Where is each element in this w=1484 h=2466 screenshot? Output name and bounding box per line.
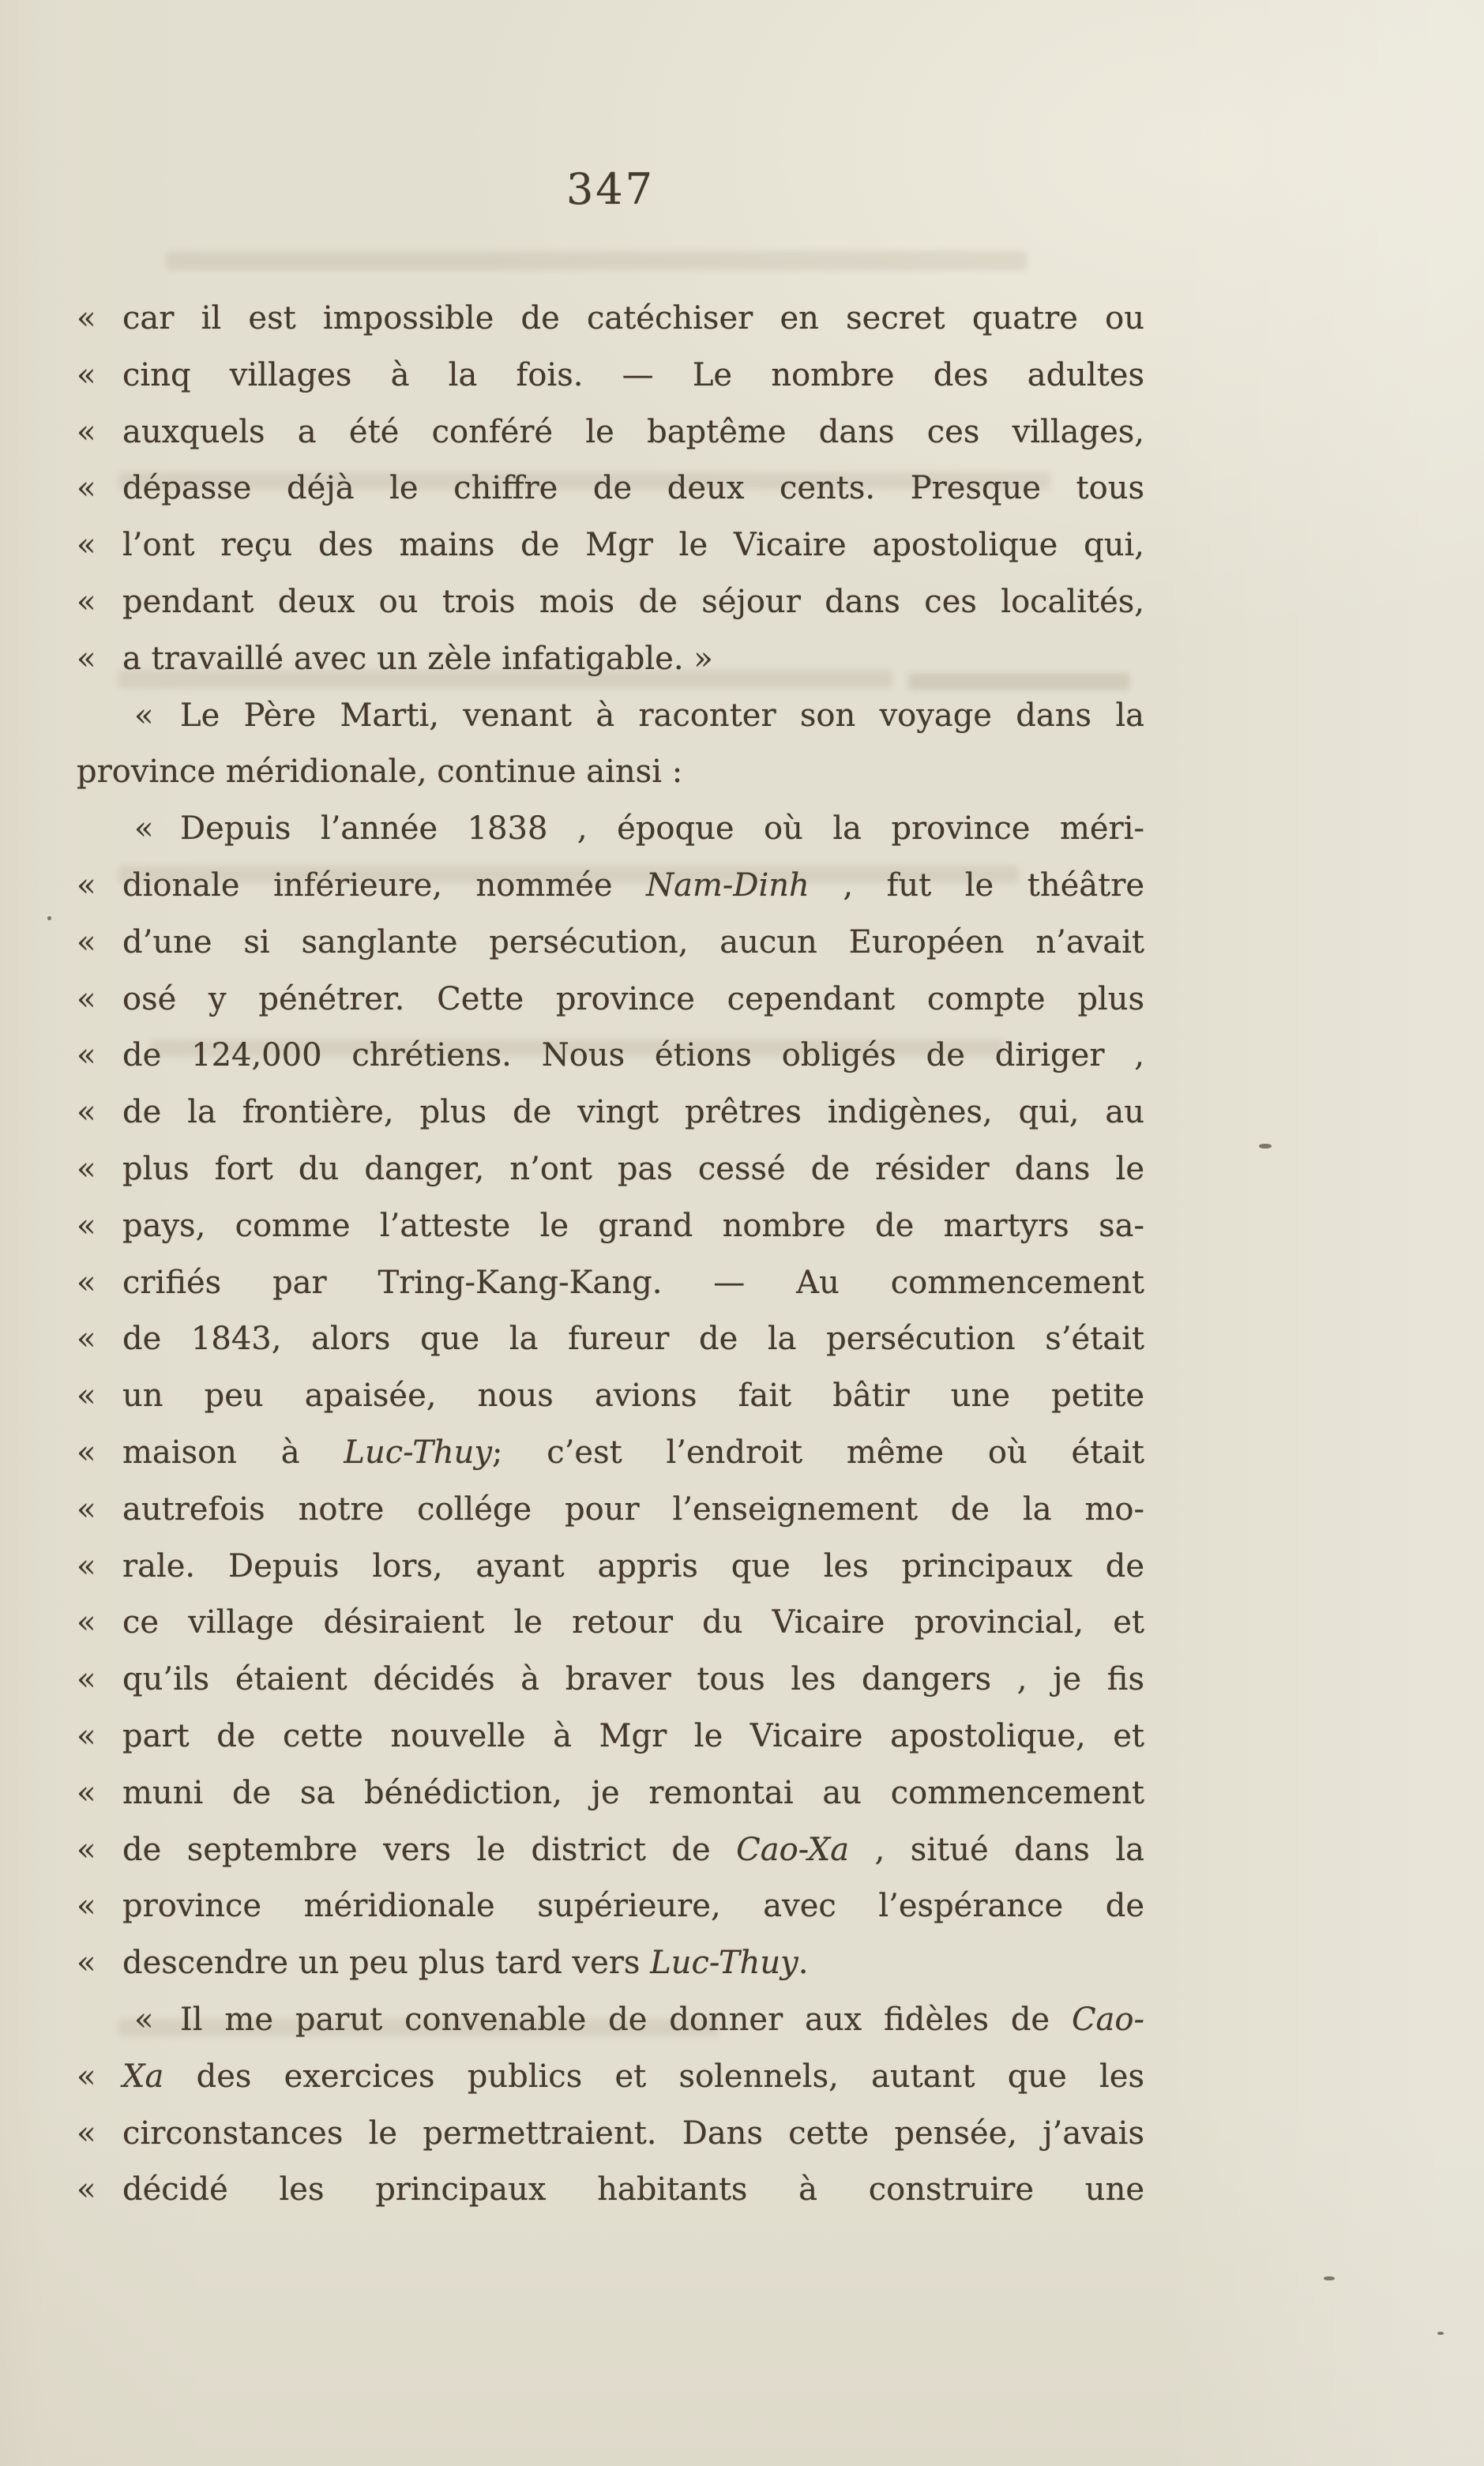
text-line xyxy=(77,291,1144,348)
quote-mark: « xyxy=(77,1321,96,1358)
text-line xyxy=(77,517,1144,574)
text-line xyxy=(77,688,1144,745)
text-line xyxy=(77,404,1144,461)
quote-mark: « xyxy=(77,1717,96,1754)
quote-mark: « xyxy=(77,640,96,677)
text-segment: muni de sa bénédiction, je remontai au commencement xyxy=(122,1774,1144,1811)
text-line xyxy=(77,744,1144,801)
quote-mark: « xyxy=(77,583,96,620)
ink-speck xyxy=(47,916,51,920)
text-line xyxy=(77,1652,1144,1709)
text-line xyxy=(77,348,1144,404)
text-line xyxy=(77,1255,1144,1312)
text-line xyxy=(77,1085,1144,1141)
text-segment: descendre un peu plus tard vers xyxy=(122,1945,651,1982)
quote-mark: « xyxy=(77,2171,96,2208)
text-line xyxy=(77,1595,1144,1652)
quote-mark: « xyxy=(77,1264,96,1301)
text-segment: , fut le théâtre xyxy=(809,866,1144,904)
quote-mark: « xyxy=(77,300,96,336)
line-text xyxy=(122,1311,1144,1368)
quote-mark: « xyxy=(77,1604,96,1641)
quote-mark: « xyxy=(77,1150,96,1187)
line-text xyxy=(122,1028,1144,1085)
line-text xyxy=(122,1085,1144,1141)
quote-mark: « xyxy=(77,980,96,1017)
quote-mark: « xyxy=(77,1037,96,1074)
text-segment: a travaillé avec un zèle infatigable. » xyxy=(122,640,713,677)
text-segment: maison à xyxy=(122,1434,344,1471)
text-segment: circonstances le permettraient. Dans cette pensée, j’avais xyxy=(122,2115,1144,2152)
quote-mark: « xyxy=(77,1774,96,1811)
place-name-italic: Luc-Thuy xyxy=(650,1945,798,1982)
quote-mark: « xyxy=(77,1661,96,1698)
text-segment: ; c’est l’endroit même où était xyxy=(492,1434,1144,1471)
quote-mark: « xyxy=(77,1888,96,1925)
text-line xyxy=(77,1765,1144,1822)
quote-mark: « xyxy=(77,1094,96,1131)
quote-mark: « xyxy=(77,1547,96,1584)
quote-mark: « xyxy=(134,810,154,848)
line-text xyxy=(180,688,1144,745)
text-segment: d’une si sanglante persécution, aucun Européen n’avait xyxy=(122,923,1144,960)
line-text xyxy=(122,460,1144,517)
line-text xyxy=(122,574,1144,631)
line-text xyxy=(122,1595,1144,1652)
quote-mark: « xyxy=(77,923,96,960)
text-line xyxy=(77,1539,1144,1596)
ink-speck xyxy=(1437,2332,1444,2335)
text-segment: plus fort du danger, n’ont pas cessé de résider dans le xyxy=(122,1150,1144,1187)
quote-mark: « xyxy=(77,413,96,450)
text-segment: osé y pénétrer. Cette province cependant compte plus xyxy=(122,980,1144,1017)
text-line xyxy=(77,1878,1144,1935)
text-line xyxy=(77,1425,1144,1482)
text-line xyxy=(77,2106,1144,2163)
quote-mark: « xyxy=(77,1945,96,1982)
text-segment: province méridionale, continue ainsi : xyxy=(77,754,683,791)
line-text xyxy=(122,1141,1144,1198)
place-name-italic: Cao-Xa xyxy=(736,1831,850,1868)
text-segment: Il me parut convenable de donner aux fidèles de xyxy=(180,2001,1072,2038)
text-line xyxy=(77,915,1144,972)
bleedthrough-band xyxy=(166,251,1027,270)
quote-mark: « xyxy=(77,1378,96,1415)
text-segment: Depuis l’année 1838 , époque où la province méri- xyxy=(180,810,1144,848)
text-segment: qu’ils étaient décidés à braver tous les dangers , je fis xyxy=(122,1661,1144,1698)
page-number: 347 xyxy=(565,164,656,214)
line-text xyxy=(180,801,1144,858)
line-text xyxy=(122,1425,1144,1482)
ink-speck xyxy=(1259,1144,1272,1148)
text-line xyxy=(77,858,1144,915)
text-line xyxy=(77,460,1144,517)
line-text xyxy=(122,1935,1144,1992)
quote-mark: « xyxy=(77,2115,96,2152)
line-text xyxy=(122,404,1144,461)
text-line xyxy=(77,1141,1144,1198)
line-text xyxy=(122,631,1144,688)
line-text xyxy=(122,1539,1144,1596)
text-segment: province méridionale supérieure, avec l’espérance de xyxy=(122,1888,1144,1925)
text-line xyxy=(77,2049,1144,2106)
text-line xyxy=(77,1709,1144,1765)
quote-mark: « xyxy=(77,1207,96,1244)
text-segment: crifiés par Tring-Kang-Kang. — Au commencement xyxy=(122,1264,1144,1301)
text-segment: l’ont reçu des mains de Mgr le Vicaire apostolique qui, xyxy=(122,527,1144,564)
text-segment: part de cette nouvelle à Mgr le Vicaire apostolique, et xyxy=(122,1717,1144,1754)
text-line xyxy=(77,1935,1144,1992)
text-segment: ce village désiraient le retour du Vicaire provincial, et xyxy=(122,1604,1144,1641)
line-text xyxy=(122,2049,1144,2106)
text-line xyxy=(77,1822,1144,1879)
text-segment: Le Père Marti, venant à raconter son voyage dans la xyxy=(180,697,1144,734)
line-text xyxy=(122,1878,1144,1935)
quote-mark: « xyxy=(134,2001,154,2038)
page-text xyxy=(77,291,1144,2219)
line-text xyxy=(122,915,1144,972)
ink-speck xyxy=(1324,2276,1335,2280)
text-segment: dionale inférieure, nommée xyxy=(122,866,647,904)
line-text xyxy=(122,1482,1144,1539)
text-line xyxy=(77,2162,1144,2219)
line-text xyxy=(122,1765,1144,1822)
text-line xyxy=(77,1028,1144,1085)
place-name-italic: Luc-Thuy xyxy=(344,1434,493,1471)
line-text xyxy=(122,1368,1144,1425)
quote-mark: « xyxy=(77,527,96,564)
text-segment: pendant deux ou trois mois de séjour dans ces localités, xyxy=(122,583,1144,620)
line-text xyxy=(122,348,1144,404)
line-text xyxy=(122,2106,1144,2163)
line-text xyxy=(122,1255,1144,1312)
place-name-italic: Xa xyxy=(122,2058,164,2095)
quote-mark: « xyxy=(77,356,96,393)
text-line xyxy=(77,972,1144,1028)
text-line xyxy=(77,1482,1144,1539)
text-line xyxy=(77,1368,1144,1425)
quote-mark: « xyxy=(77,866,96,904)
quote-mark: « xyxy=(77,470,96,507)
text-line xyxy=(77,1198,1144,1255)
line-text xyxy=(180,1992,1144,2049)
line-text xyxy=(77,744,1144,801)
quote-mark: « xyxy=(77,1831,96,1868)
text-segment: décidé les principaux habitants à construire une xyxy=(122,2171,1144,2208)
text-segment: , situé dans la xyxy=(849,1831,1144,1868)
line-text xyxy=(122,291,1144,348)
line-text xyxy=(122,2162,1144,2219)
quote-mark: « xyxy=(77,1434,96,1471)
text-segment: de la frontière, plus de vingt prêtres indigènes, qui, au xyxy=(122,1094,1144,1131)
line-text xyxy=(122,1709,1144,1765)
text-segment: dépasse déjà le chiffre de deux cents. Presque tous xyxy=(122,470,1144,507)
text-segment: de 1843, alors que la fureur de la persécution s’était xyxy=(122,1321,1144,1358)
text-line xyxy=(77,1992,1144,2049)
text-line xyxy=(77,631,1144,688)
line-text xyxy=(122,1652,1144,1709)
quote-mark: « xyxy=(77,1491,96,1528)
text-segment: un peu apaisée, nous avions fait bâtir une petite xyxy=(122,1378,1144,1415)
text-segment: pays, comme l’atteste le grand nombre de martyrs sa- xyxy=(122,1207,1144,1244)
text-line xyxy=(77,801,1144,858)
line-text xyxy=(122,517,1144,574)
text-segment: des exercices publics et solennels, autant que les xyxy=(163,2058,1144,2095)
quote-mark: « xyxy=(77,2058,96,2095)
text-segment: car il est impossible de catéchiser en secret quatre ou xyxy=(122,300,1144,336)
text-segment: de 124,000 chrétiens. Nous étions obligés de diriger , xyxy=(122,1037,1144,1074)
line-text xyxy=(122,1198,1144,1255)
text-segment: . xyxy=(798,1945,809,1982)
text-segment: rale. Depuis lors, ayant appris que les principaux de xyxy=(122,1547,1144,1584)
text-line xyxy=(77,574,1144,631)
line-text xyxy=(122,972,1144,1028)
text-segment: de septembre vers le district de xyxy=(122,1831,737,1868)
place-name-italic: Nam-Dinh xyxy=(646,866,810,904)
text-line xyxy=(77,1311,1144,1368)
place-name-italic: Cao- xyxy=(1071,2001,1144,2038)
line-text xyxy=(122,858,1144,915)
quote-mark: « xyxy=(134,697,154,734)
text-segment: cinq villages à la fois. — Le nombre des adultes xyxy=(122,356,1144,393)
text-segment: autrefois notre collége pour l’enseignement de la mo- xyxy=(122,1491,1144,1528)
line-text xyxy=(122,1822,1144,1879)
text-segment: auxquels a été conféré le baptême dans ces villages, xyxy=(122,413,1144,450)
